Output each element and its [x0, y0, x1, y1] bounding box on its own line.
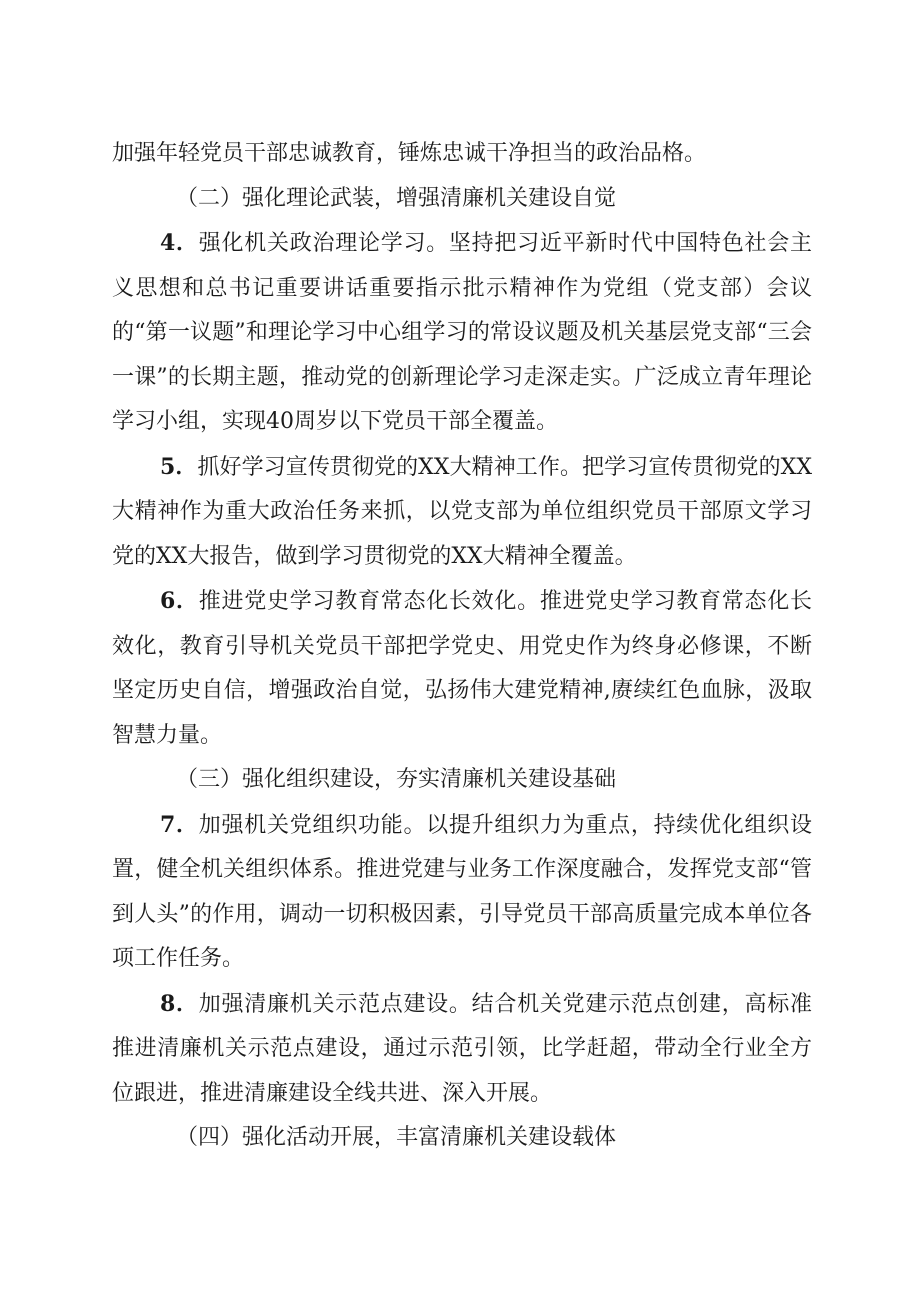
item-number: 5． [160, 453, 198, 480]
item-text: 推进党史学习教育常态化长效化。推进党史学习教育常态化长效化，教育引导机关党员干部把学党史、用党史作为终身必修课，不断坚定历史自信，增强政治自觉，弘扬伟大建党精神,赓续红色血脉，汲取智慧力量。 [112, 589, 812, 748]
item-number: 7． [160, 811, 199, 838]
item-paragraph-6 [112, 579, 812, 758]
item-paragraph-4 [112, 221, 812, 445]
section-heading-4: （四）强化活动开展，丰富清廉机关建设载体 [176, 1125, 617, 1150]
item-text: 加强机关党组织功能。以提升组织力为重点，持续优化组织设置，健全机关组织体系。推进党建与业务工作深度融合，发挥党支部“管到人头”的作用，调动一切积极因素，引导党员干部高质量完成本单位各项工作任务。 [112, 812, 812, 971]
item-text: 加强清廉机关示范点建设。结合机关党建示范点创建，高标准推进清廉机关示范点建设，通过示范引领，比学赶超，带动全行业全方位跟进，推进清廉建设全线共进、深入开展。 [112, 991, 812, 1106]
item-number: 6． [160, 588, 199, 614]
item-number: 4． [160, 230, 199, 256]
item-number: 8． [160, 990, 199, 1017]
continuation-paragraph: 加强年轻党员干部忠诚教育，锤炼忠诚干净担当的政治品格。 [112, 141, 707, 166]
item-paragraph-8 [112, 982, 812, 1117]
section-heading-2: （二）强化理论武装，增强清廉机关建设自觉 [176, 185, 617, 211]
item-paragraph-7 [112, 803, 812, 982]
item-text: 强化机关政治理论学习。坚持把习近平新时代中国特色社会主义思想和总书记重要讲话重要指示批示精神作为党组（党支部）会议的“第一议题”和理论学习中心组学习的常设议题及机关基层党支部“三会一课”的长期主题，推动党的创新理论学习走深走实。广泛成立青年理论学习小组，实现40周岁以下党员干部全覆盖。 [112, 231, 812, 434]
document-body [112, 132, 812, 1161]
item-paragraph-5 [112, 445, 812, 580]
item-text: 抓好学习宣传贯彻党的XX大精神工作。把学习宣传贯彻党的XX大精神作为重大政治任务来抓，以党支部为单位组织党员干部原文学习党的XX大报告，做到学习贯彻党的XX大精神全覆盖。 [112, 454, 812, 569]
section-heading-3: （三）强化组织建设，夯实清廉机关建设基础 [176, 767, 617, 792]
